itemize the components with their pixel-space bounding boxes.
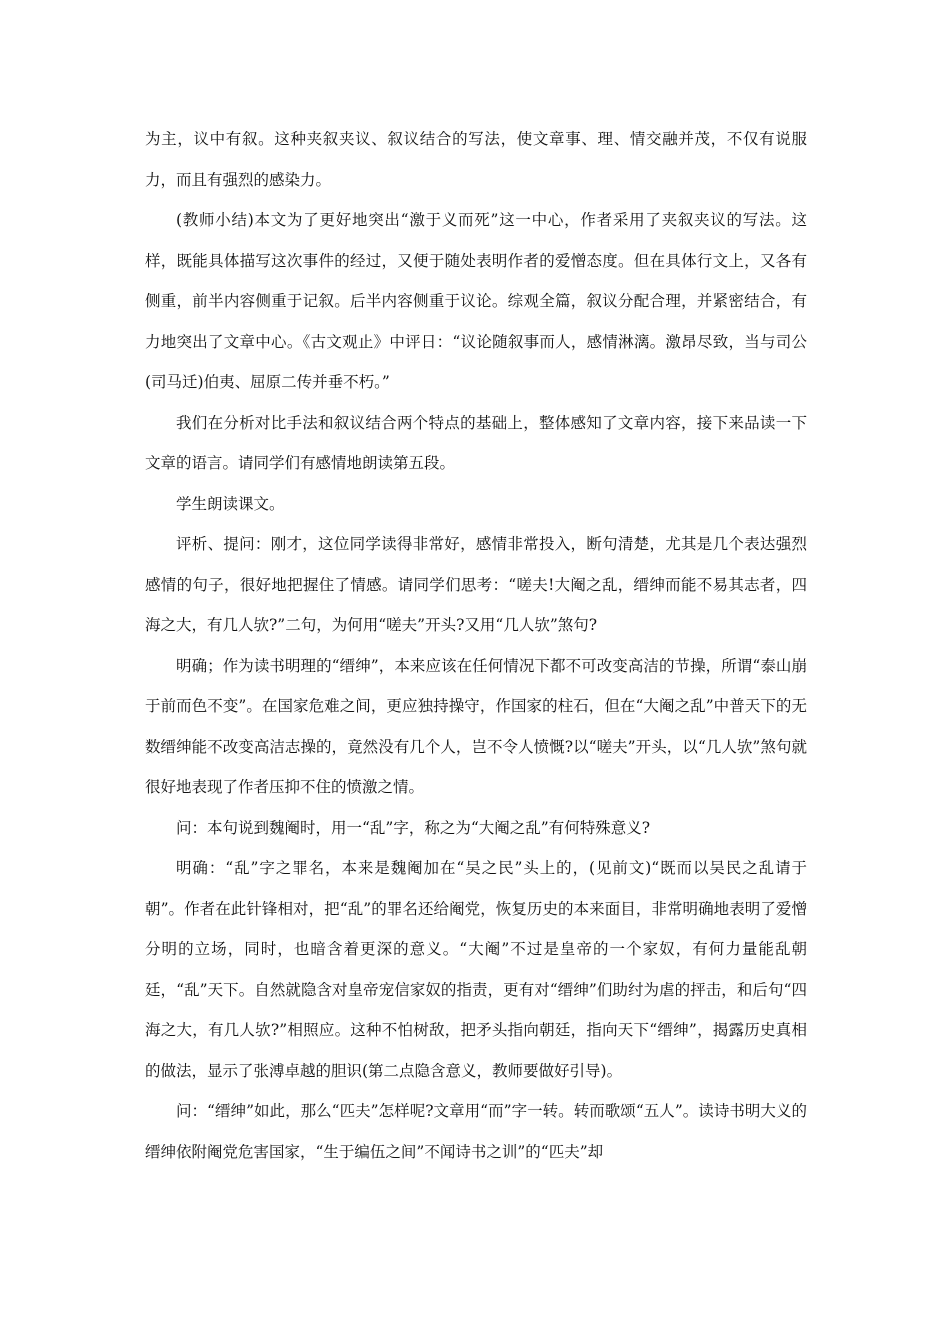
paragraph-transition: 我们在分析对比手法和叙议结合两个特点的基础上，整体感知了文章内容，接下来品读一下文章的语言。请同学们有感情地朗读第五段。 [145, 413, 807, 472]
document-body [145, 119, 807, 1172]
paragraph-student-reading: 学生朗读课文。 [176, 494, 285, 513]
paragraph-question-1: 评析、提问：刚才，这位同学读得非常好，感情非常投入，断句清楚，尤其是几个表达强烈感情的句子，很好地把握住了情感。请同学们思考：“嗟夫!大阉之乱，缙绅而能不易其志者，四海之大，有几人欤?”二句，为何用“嗟夫”开头?又用“几人欤”煞句? [145, 535, 807, 634]
paragraph-continuation: 为主，议中有叙。这种夹叙夹议、叙议结合的写法，使文章事、理、情交融并茂，不仅有说服力，而且有强烈的感染力。 [145, 130, 807, 189]
paragraph-answer-1: 明确；作为读书明理的“缙绅”，本来应该在任何情况下都不可改变高洁的节操，所谓“泰山崩于前而色不变”。在国家危难之间，更应独持操守，作国家的柱石，但在“大阉之乱”中普天下的无数缙绅能不改变高洁志操的，竟然没有几个人，岂不令人愤慨?以“嗟夫”开头，以“几人欤”煞句就很好地表现了作者压抑不住的愤激之情。 [145, 656, 807, 796]
paragraph-question-2: 问：本句说到魏阉时，用一“乱”字，称之为“大阉之乱”有何特殊意义? [176, 818, 651, 837]
paragraph-question-3: 问：“缙绅”如此，那么“匹夫”怎样呢?文章用“而”字一转。转而歌颂“五人”。读诗书明大义的缙绅依附阉党危害国家，“生于编伍之间”不闻诗书之训”的“匹夫”却 [145, 1102, 807, 1161]
paragraph-teacher-summary: (教师小结)本文为了更好地突出“激于义而死”这一中心，作者采用了夹叙夹议的写法。这样，既能具体描写这次事件的经过，又便于随处表明作者的爱憎态度。但在具体行文上，又各有侧重，前半内容侧重于记叙。后半内容侧重于议论。综观全篇，叙议分配合理，并紧密结合，有力地突出了文章中心。《古文观止》中评日：“议论随叙事而人，感情淋漓。激昂尽致，当与司公(司马迁)伯夷、屈原二传并垂不朽。” [145, 211, 807, 391]
paragraph-answer-2: 明确：“乱”字之罪名，本来是魏阉加在“吴之民”头上的，(见前文)“既而以吴民之乱请于朝”。作者在此针锋相对，把“乱”的罪名还给阉党，恢复历史的本来面目，非常明确地表明了爱憎分明的立场，同时，也暗含着更深的意义。“大阉”不过是皇帝的一个家奴，有何力量能乱朝廷，“乱”天下。自然就隐含对皇帝宠信家奴的指责，更有对“缙绅”们助纣为虐的抨击，和后句“四海之大，有几人欤?”相照应。这种不怕树敌，把矛头指向朝廷，指向天下“缙绅”，揭露历史真相的做法，显示了张溥卓越的胆识(第二点隐含意义，教师要做好引导)。 [145, 859, 807, 1080]
